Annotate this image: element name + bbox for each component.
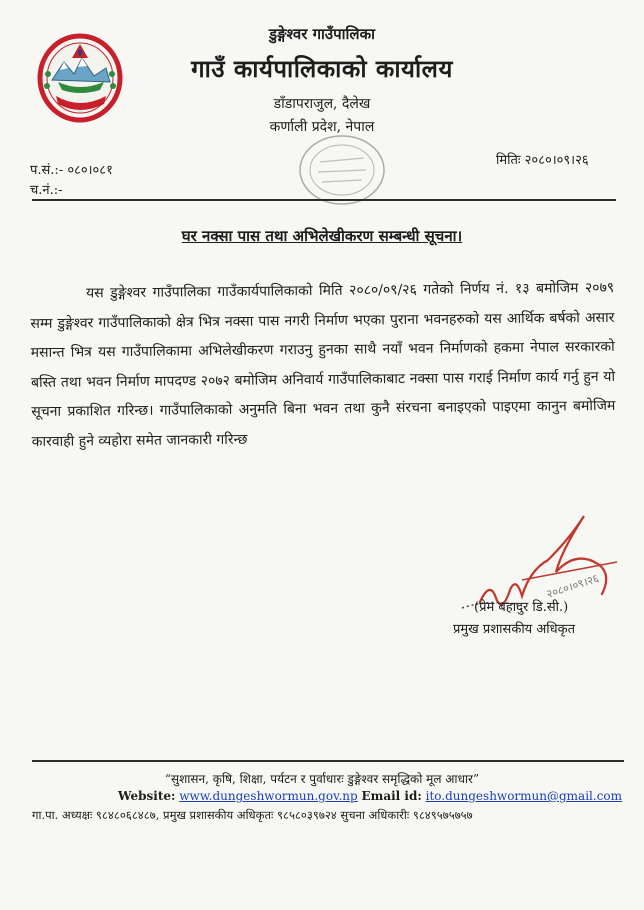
dispatch-number: च.नं.:-: [30, 183, 63, 198]
subject-text: घर नक्सा पास तथा अभिलेखीकरण सम्बन्धी सूचना।: [181, 227, 463, 245]
email-label: Email id:: [361, 789, 422, 803]
municipality-name: डुङ्गेश्वर गाउँपालिका: [268, 25, 375, 43]
office-title: गाउँ कार्यपालिकाको कार्यालय: [191, 54, 453, 83]
signatory-title: प्रमुख प्रशासकीय अधिकृत: [453, 622, 576, 637]
notice-body: यस डुङ्गेश्वर गाउँपालिका गाउँकार्यपालिकाको मिति २०८०/०९/२६ गतेको निर्णय नं. १३ बमोजिम २०७९ सम्म डुङ्गेश्वर गाउँपालिकाको क्षेत्र भित्र नक्सा पास नगरी निर्माण भएका पुराना भवनहरुको यस आर्थिक बर्षको असार मसान्त भित्र यस गाउँपालिकामा अभिलेखीकरण गराउनु हुनका साथै नयाँ भवन निर्माणको हकमा नेपाल सरकारको बस्ति तथा भवन निर्माण मापदण्ड २०७२ बमोजिम अनिवार्य गाउँपालिकाबाट नक्सा पास गराई निर्माण कार्य गर्नु हुन यो सूचना प्रकाशित गरिन्छ। गाउँपालिकाको अनुमति बिना भवन तथा कुनै संरचना बनाइएको पाइएमा कानुन बमोजिम कारवाही हुने व्यहोरा समेत जानकारी गरिन्छ: [30, 279, 616, 450]
signatory-name: (प्रेम बहादुर डि.सी.): [474, 600, 569, 615]
footer-contact-line: [118, 789, 622, 803]
footer-divider: [32, 760, 624, 762]
website-label: Website:: [118, 789, 176, 803]
office-seal-stamp: [290, 128, 390, 210]
subject-line: [0, 226, 644, 246]
header-divider: [32, 199, 616, 201]
website-link[interactable]: www.dungeshwormun.gov.np: [179, 789, 358, 803]
footer-slogan: “सुशासन, कृषि, शिक्षा, पर्यटन र पुर्वाधारः डुङ्गेश्वर समृद्धिको मूल आधार”: [164, 772, 480, 786]
svg-text:२०८०।०९।२६: २०८०।०९।२६: [544, 571, 601, 601]
email-link[interactable]: ito.dungeshwormun@gmail.com: [425, 789, 623, 803]
letter-date: मितिः २०८०।०९।२६: [496, 153, 589, 168]
footer-phone-numbers: गा.पा. अध्यक्षः ९८४८०६८४८७, प्रमुख प्रशासकीय अधिकृतः ९८५८०३९७२४ सुचना अधिकारीः ९८४९५७५७५७: [32, 808, 473, 822]
address-line-2: कर्णाली प्रदेश, नेपाल: [269, 119, 375, 135]
letter-number: प.सं.:- ०८०।०८१: [30, 163, 113, 178]
address-line-1: डाँडापराजुल, दैलेख: [273, 96, 371, 112]
